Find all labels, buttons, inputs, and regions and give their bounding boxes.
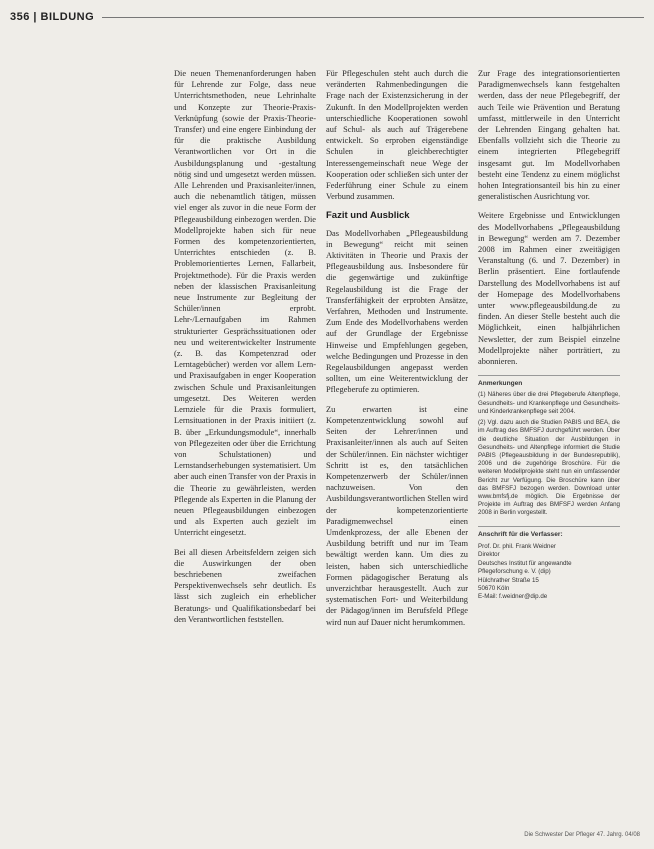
address-line: E-Mail: f.weidner@dip.de [478, 593, 548, 601]
page-footer: Die Schwester Der Pfleger 47. Jahrg. 04/08 [524, 832, 640, 838]
address-line: Prof. Dr. phil. Frank Weidner [478, 542, 556, 550]
page-number-section: 356 | BILDUNG [10, 11, 95, 23]
paragraph: Das Modellvorhaben „Pflegeausbildung in Bewegung“ reicht mit seinen Aktivitäten in Theorie und Praxis der Pflegeausbildung aus. Insbesondere für die gegenwärtige und zukünftige Regelausbildung ist die Frage der Transferfähigkeit der erprobten Ansätze, Verfahren, Methoden und Instrumente. Zum Ende des Modellvorhabens werden auf der Grundlage der Ergebnisse Hinweise und Empfehlungen gegeben, welche Bedingungen und Prozesse in den Regelausbildungen angepasst werden sollten, um eine Weiterentwicklung der Pflegeberufe zu optimieren. [326, 228, 468, 395]
paragraph: Bei all diesen Arbeitsfeldern zeigen sich die Auswirkungen der oben beschriebenen zweifachen Perspektivenwechsels sehr deutlich. Es lässt sich zugleich ein erheblicher Beratungs- und Qualifikationsbedarf bei den Verantwortlichen feststellen. [174, 547, 316, 624]
text-column-2 [326, 68, 468, 636]
section-heading: Fazit und Ausblick [326, 210, 410, 222]
paragraph: Zur Frage des integrationsorientierten Paradigmenwechsels kann festgehalten werden, dass der neue Pflegebegriff, der auch Teile wie Prävention und Beratung umfasst, mittlerweile in den Unterricht der Lehrenden Eingang gehalten hat. Ebenfalls vollzieht sich die Theorie zu einem integrierten Pflegebegriff insgesamt gut. Im Modellvorhaben besteht eine Tendenz zu einem möglichst hohen Integrationsanteil bis hin zu einer generalistischen Ausrichtung vor. [478, 69, 620, 202]
header-rule [102, 17, 644, 18]
address-line: Direktor [478, 551, 500, 559]
address-title: Anschrift für die Verfasser: [478, 530, 563, 538]
paragraph: Für Pflegeschulen steht auch durch die veränderten Rahmenbedingungen die Frage nach der Existenzsicherung in der Zukunft. In den Modellprojekten werden unterschiedliche Kooperationen sowohl auf Schul- als auch auf Trägerebene entwickelt. So erproben eigenständige Schulen in gleichberechtigter Interessengemeinschaft neue Wege der Kooperation oder schließen sich unter der Federführung einer Schule zu einem Verbund zusammen. [326, 69, 468, 202]
footnotes-box [478, 375, 620, 517]
footnote: (1) Näheres über die drei Pflegeberufe Altenpflege, Gesundheits- und Krankenpflege und Gesundheits- und Kinderkrankenpflege seit 2004. [478, 391, 620, 415]
paragraph: Die neuen Themenanforderungen haben für Lehrende zur Folge, dass neue Unterrichtsmethoden, neue Lehrinhalte und Konzepte zur Theorie-Praxis-Verknüpfung (sowie der Praxis-Theorie-Transfer) und eine engere Einbindung der für die praktische Ausbildung Verantwortlichen vor Ort in die Ausbildungsplanung und -gestaltung nötig sind und umgesetzt werden müssen. Alle Lehrenden und Praxisanleiter/innen, auch die nebenamtlich tätigen, müssen viel enger als zuvor in die neue Form der Pflegeausbildung einbezogen werden. Die Modellprojekte haben sich für neue Formen des kompetenzorientierten, Unterrichtes entschieden (z. B. Problemorientiertes Lernen, Fallarbeit, Projektmethode). Für die Praxis werden neben der klassischen Praxisanleitung neue Instrumente zur Begleitung der Schüler/innen erprobt. Lehr-/Lernaufgaben im Rahmen strukturierter Gesprächssituationen oder neu und weiterentwickelter Instrumente (z. B. das Kompetenzrad oder Lerntagebücher) werden vor allem Lern- und Praxisaufgaben in enger Kooperation zwischen Schule und Praxisanleitungen umgesetzt. Des Weiteren werden Lernziele für die Praxis formuliert, Lernsituationen in der Praxis initiiert (z. B. über „Erkundungsmodule“, innerhalb von Pflegezeiten oder über die Errichtung von Schulstationen) und Lernstandserhebungen systematisiert. Um aber auch einen Transfer von der Praxis in die Theorie zu gewährleisten, werden Pflegende als Experten in die Planung der neuen Pflegeausbildungen einbezogen und als Experten auch gezielt im Unterricht eingesetzt. [174, 69, 316, 538]
running-header [10, 6, 644, 28]
address-line: 50670 Köln [478, 584, 510, 592]
paragraph: Zu erwarten ist eine Kompetenzentwicklung sowohl auf Seiten der Lehrer/innen und Praxisanleiter/innen als auch auf Seiten der Schüler/innen. Ein nächster wichtiger Schritt ist es, den tatsächlichen Kompetenzerwerb der Schüler/innen nachzuweisen. Von den Ausbildungsverantwortlichen Stellen wird der kompetenzorientierte Paradigmenwechsel einen Umdenkprozess, der alle Ebenen der Ausbildung betrifft und nur im Team bewältigt werden kann. Um dies zu leisten, haben sich unterschiedliche Formen pädagogischer Beratung als unverzichtbar herausgestellt. Auch zur systematischen Fort- und Weiterbildung der Pädagog/innen im Berufsfeld Pflege wird nun auf Dauer nicht herumkommen. [326, 404, 468, 627]
footnote: (2) Vgl. dazu auch die Studien PABIS und BEA, die im Auftrag des BMFSFJ durchgeführt werden. Über die deutliche Situation der Ausbildungen in Gesundheits- und Altenpflege informiert die Studie PABIS (Pflegeausbildung in der Bundesrepublik), 2006 und die zugehörige Broschüre. Für die weiteren Modellprojekte steht nun ein umfassender Bericht zur Verfügung. Die Broschüre kann über das BMFSFJ bezogen werden. Download unter www.bmfsfj.de möglich. Die Ergebnisse der Projekte im Auftrag des BMFSFJ werden Anfang 2008 in Berlin vorgestellt. [478, 419, 620, 517]
paragraph: Weitere Ergebnisse und Entwicklungen des Modellvorhabens „Pflegeausbildung in Bewegung“ werden am 7. Dezember 2008 im Rahmen einer zweitägigen Veranstaltung (6. und 7. Dezember) in Berlin präsentiert. Eine fortlaufende Darstellung des Modellvorhabens ist auf der Homepage des Modellvorhabens unter www.pflegeausbildung.de zu finden. An dieser Stelle besteht auch die Möglichkeit, einen halbjährlichen Newsletter, der zum Beispiel einzelne Modellprojekte näher porträtiert, zu abonnieren. [478, 211, 620, 367]
author-address-box [478, 526, 620, 602]
address-line: Deutsches Institut für angewandte [478, 559, 572, 567]
text-column-3 [478, 68, 620, 602]
text-column-1 [174, 68, 316, 633]
address-line: Hülchrather Straße 15 [478, 576, 539, 584]
address-line: Pflegeforschung e. V. (dip) [478, 568, 551, 576]
notes-title: Anmerkungen [478, 380, 523, 388]
